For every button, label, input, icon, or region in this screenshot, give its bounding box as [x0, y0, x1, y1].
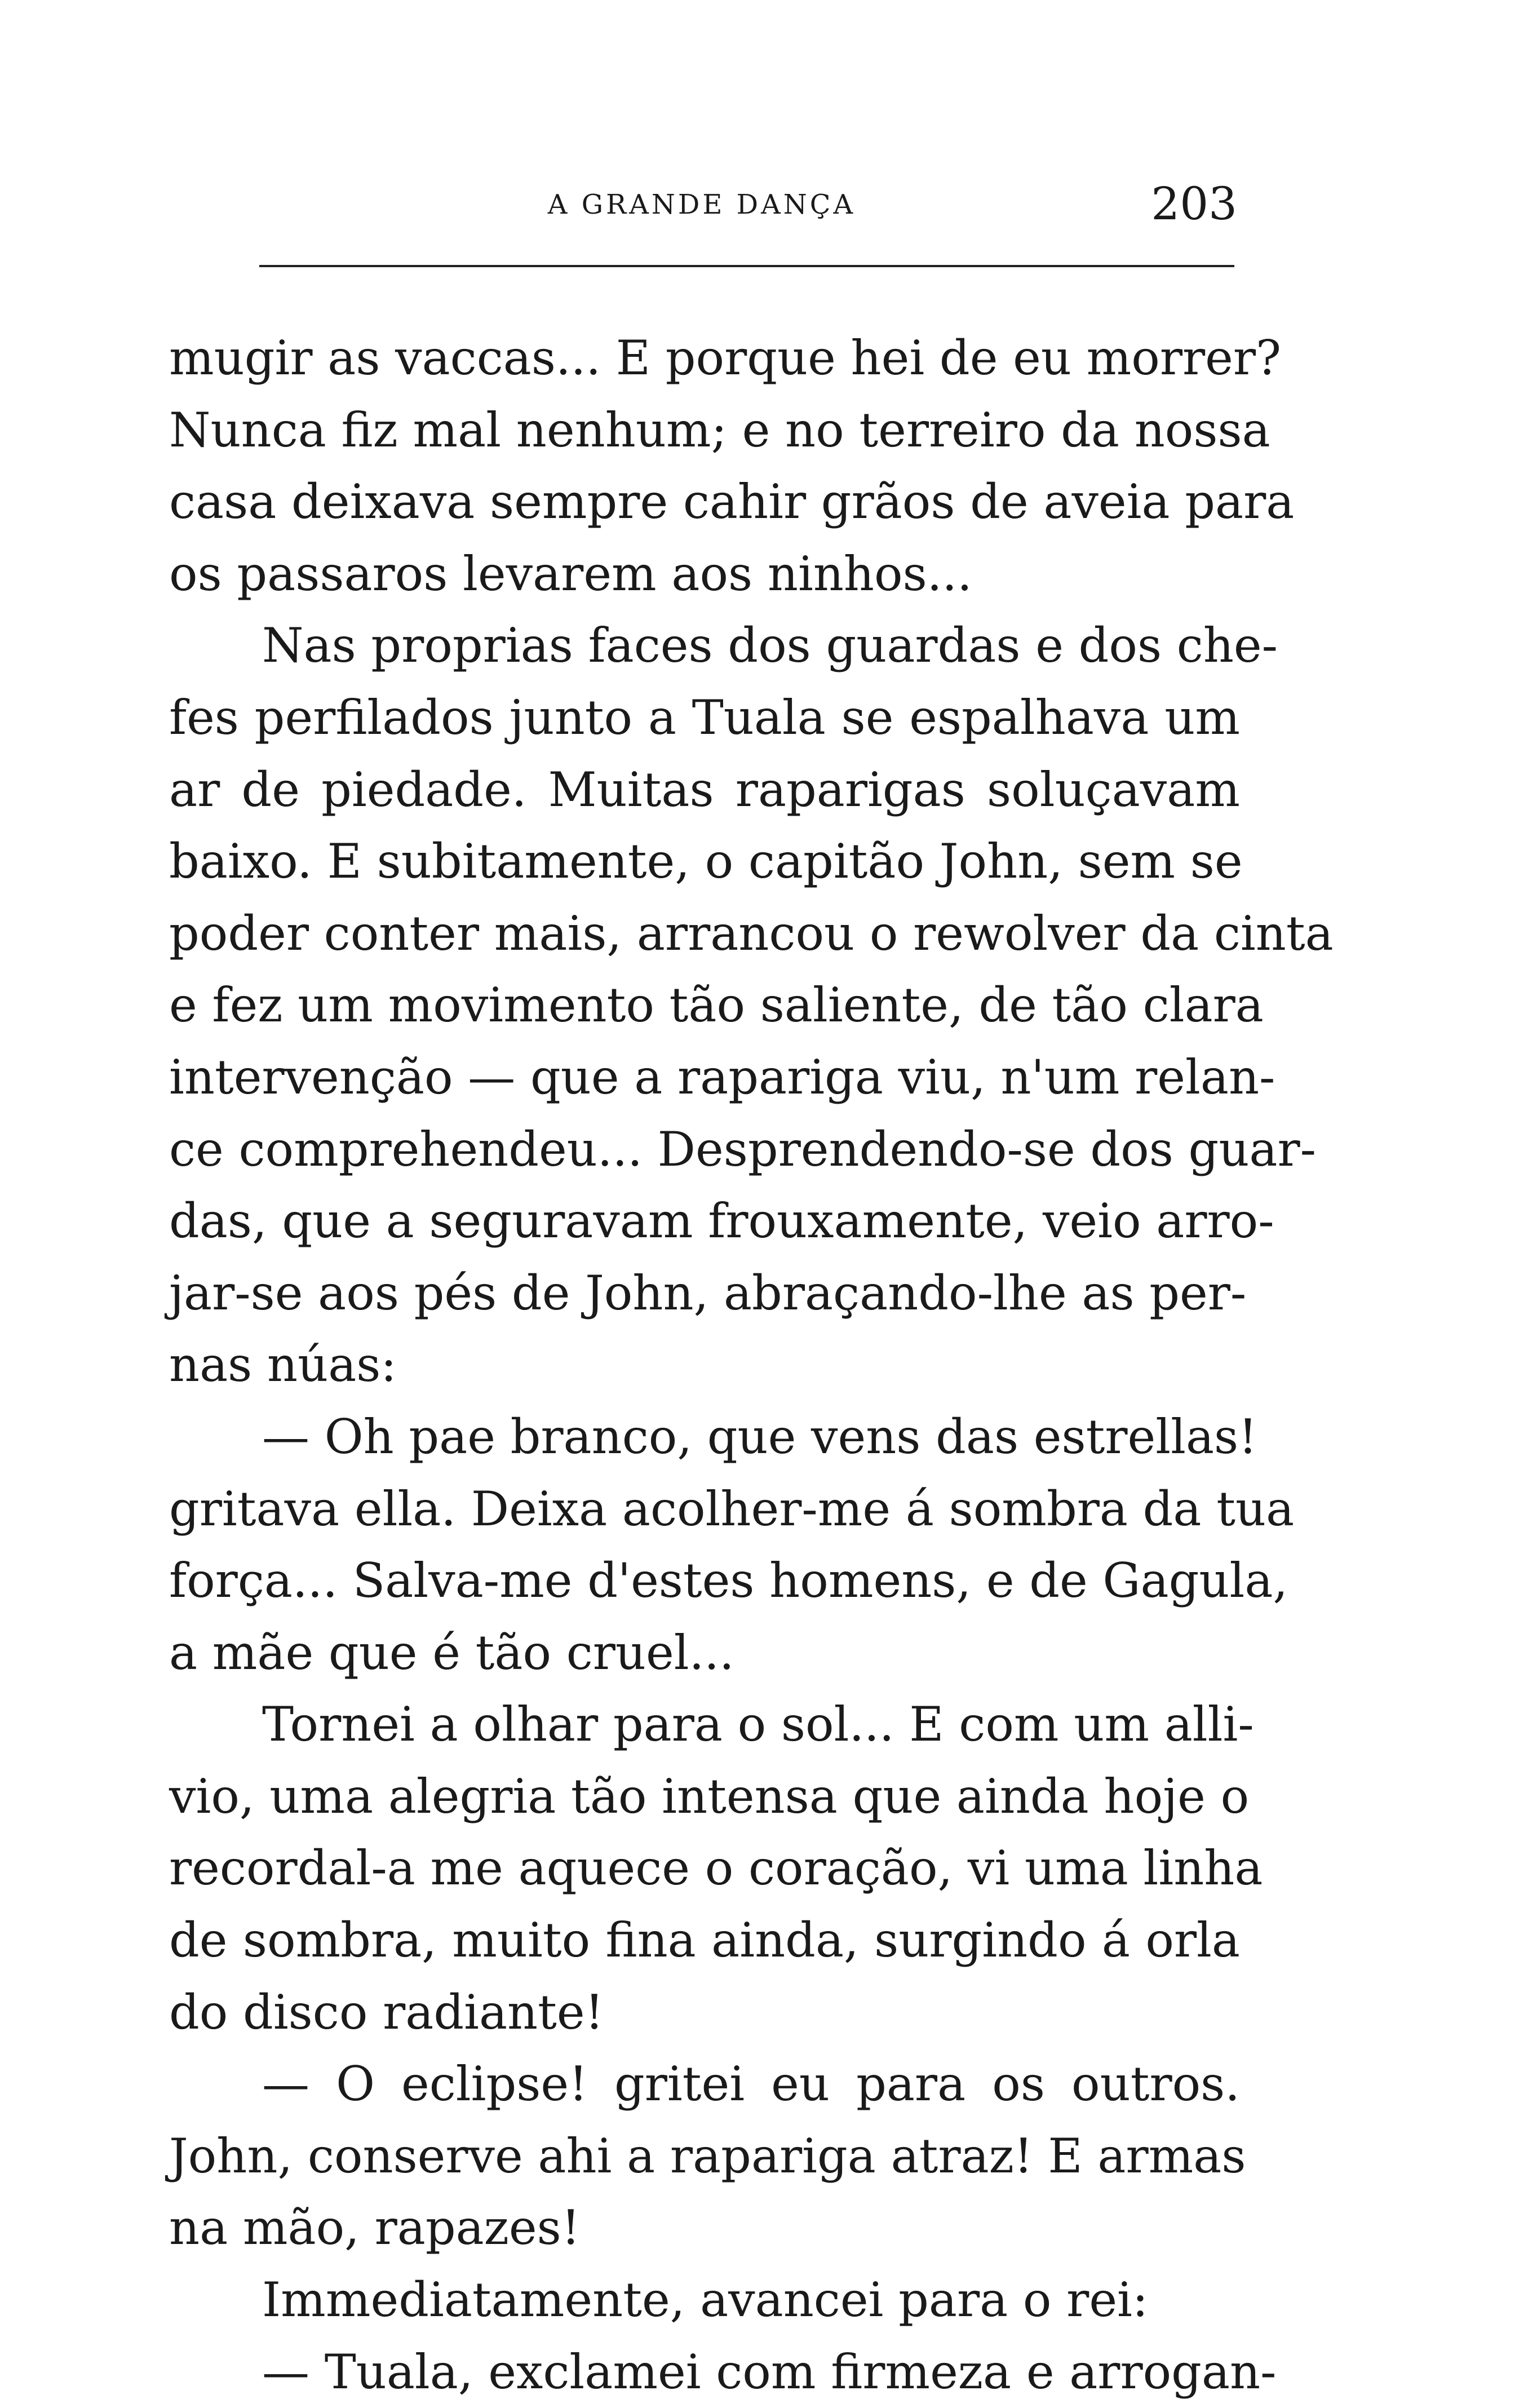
text-line: das, que a seguravam frouxamente, veio arro-: [169, 1193, 1274, 1249]
text-line: Nas proprias faces dos guardas e dos che-: [262, 618, 1278, 674]
text-line: Immediatamente, avancei para o rei:: [262, 2272, 1149, 2328]
text-line: intervenção — que a rapariga viu, n'um relan-: [169, 1049, 1275, 1105]
text-line: do disco radiante!: [169, 1984, 604, 2040]
text-line: recordal-a me aquece o coração, vi uma linha: [169, 1840, 1263, 1896]
text-line: gritava ella. Deixa acolher-me á sombra da tua: [169, 1481, 1295, 1537]
text-line: — Tuala, exclamei com firmeza e arrogan-: [262, 2344, 1277, 2400]
text-line: força... Salva-me d'estes homens, e de Gagula,: [169, 1553, 1288, 1609]
text-line: nas núas:: [169, 1337, 397, 1393]
text-line: poder conter mais, arrancou o rewolver da cinta: [169, 905, 1334, 961]
text-line: baixo. E subitamente, o capitão John, sem se: [169, 834, 1243, 889]
text-line: a mãe que é tão cruel...: [169, 1624, 734, 1680]
text-line: Nunca fiz mal nenhum; e no terreiro da nossa: [169, 402, 1270, 458]
page-header: [166, 179, 1237, 230]
text-line: ar de piedade. Muitas raparigas soluçavam: [169, 762, 1240, 817]
text-line: John, conserve ahi a rapariga atraz! E armas: [169, 2128, 1246, 2184]
text-line: fes perfilados junto a Tuala se espalhava um: [169, 689, 1240, 745]
page-number: 203: [1151, 178, 1237, 230]
text-line: Tornei a olhar para o sol... E com um alli-: [262, 1697, 1254, 1752]
text-line: mugir as vaccas... E porque hei de eu morrer?: [169, 330, 1282, 386]
text-line: — Oh pae branco, que vens das estrellas!: [262, 1409, 1257, 1464]
header-rule: [259, 265, 1234, 267]
running-title: A GRANDE DANÇA: [547, 189, 856, 220]
text-line: — O eclipse! gritei eu para os outros.: [262, 2056, 1240, 2112]
text-line: casa deixava sempre cahir grãos de aveia para: [169, 474, 1295, 530]
text-line: os passaros levarem aos ninhos...: [169, 546, 972, 601]
text-line: jar-se aos pés de John, abraçando-lhe as per-: [169, 1265, 1247, 1321]
text-line: vio, uma alegria tão intensa que ainda hoje o: [169, 1768, 1250, 1824]
text-line: e fez um movimento tão saliente, de tão clara: [169, 977, 1264, 1033]
body-text: [169, 322, 1334, 2408]
text-line: de sombra, muito fina ainda, surgindo á orla: [169, 1913, 1240, 1968]
text-line: ce comprehendeu... Desprendendo-se dos guar-: [169, 1121, 1317, 1177]
text-line: na mão, rapazes!: [169, 2200, 581, 2256]
